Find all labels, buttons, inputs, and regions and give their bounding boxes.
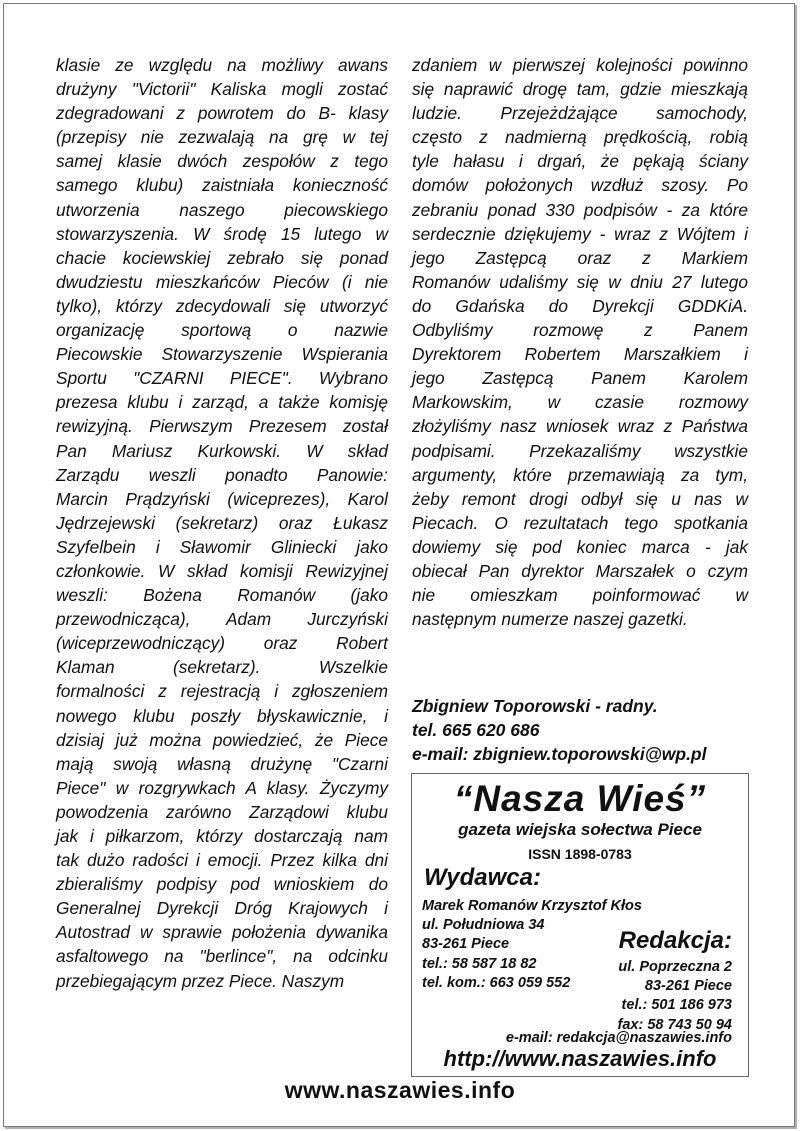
article-line: rewizyjną. Pierwszym Prezesem został: [56, 416, 388, 437]
article-line: następnym numerze naszej gazetki.: [412, 609, 688, 630]
article-line: dowiemy się pod koniec marca - jak: [412, 536, 748, 557]
editorial-line: fax: 58 743 50 94: [617, 1016, 732, 1033]
article-line: obiecał Pan dyrektor Marszałek o czym: [412, 560, 748, 581]
author-name: Zbigniew Toporowski - radny.: [412, 696, 658, 716]
article-line: się naprawić drogę tam, gdzie mieszkają: [412, 79, 748, 100]
article-line: Pan Mariusz Kurkowski. W skład: [56, 440, 388, 461]
publisher-line: Marek Romanów Krzysztof Kłos: [422, 898, 642, 914]
article-line: zdaniem w pierwszej kolejności powinno: [412, 55, 748, 75]
author-email[interactable]: e-mail: zbigniew.toporowski@wp.pl: [412, 744, 707, 764]
article-line: Marcin Prądzyński (wiceprezes), Karol: [56, 488, 388, 509]
editorial-heading: Redakcja:: [618, 927, 732, 954]
article-line: Sportu "CZARNI PIECE". Wybrano: [56, 368, 388, 389]
article-line: nowego klubu poszły błyskawicznie, i: [56, 705, 388, 726]
article-line: Generalnej Dyrekcji Dróg Krajowych i: [56, 898, 388, 919]
author-phone: tel. 665 620 686: [412, 720, 540, 740]
masthead-issn: ISSN 1898-0783: [528, 846, 632, 862]
article-line: samej klasie dwóch zespołów z tego: [56, 151, 388, 172]
article-line: Piece" w rozgrywkach A klasy. Życzymy: [56, 777, 388, 798]
article-line: często z nadmierną prędkością, robią: [412, 127, 748, 148]
article-line: przebiegającym przez Piece. Naszym: [56, 970, 345, 991]
article-line: serdecznie dziękujemy - wraz z Wójtem i: [412, 223, 748, 244]
article-line: ludzie. Przejeżdżające samochody,: [412, 103, 748, 124]
article-line: Romanów udaliśmy się w dniu 27 lutego: [412, 271, 748, 292]
article-line: (wiceprzewodniczący) oraz Robert: [56, 633, 388, 654]
article-line: drużyny "Victorii" Kaliska mogli zostać: [56, 79, 388, 100]
article-line: weszli: Bożena Romanów (jako: [56, 585, 388, 606]
editorial-line: ul. Poprzeczna 2: [618, 959, 732, 975]
article-line: Autostrad w sprawie położenia dywanika: [56, 922, 388, 943]
article-line: podpisami. Przekazaliśmy wszystkie: [412, 440, 748, 461]
article-line: Jędrzejewski (sekretarz) oraz Łukasz: [56, 512, 388, 533]
article-line: argumenty, które przemawiają za tym,: [412, 464, 748, 485]
article-line: chacie kociewskiej zebrało się ponad: [56, 247, 388, 268]
article-line: zbieraliśmy podpisy pod wnioskiem do: [56, 874, 388, 895]
editorial-details: [618, 958, 732, 1035]
article-line: Odbyliśmy rozmowę z Panem: [412, 320, 748, 341]
publisher-line: ul. Południowa 34: [422, 917, 545, 934]
article-line: klasie ze względu na możliwy awans: [56, 55, 388, 75]
masthead-url-link[interactable]: http://www.naszawies.info: [443, 1046, 717, 1071]
article-line: organizację sportową o nazwie: [56, 320, 388, 341]
article-line: Zarządu weszli ponadto Panowie:: [56, 464, 388, 485]
publisher-details: [422, 897, 642, 993]
publisher-line: 83-261 Piece: [422, 936, 510, 953]
publisher-line: tel.: 58 587 18 82: [422, 955, 537, 972]
article-line: żeby remont drogi odbył się u nas w: [412, 488, 748, 509]
article-line: dzisiaj już można powiedzieć, że Piece: [56, 729, 388, 750]
editorial-line: 83-261 Piece: [644, 978, 732, 995]
article-right-column: [412, 53, 748, 631]
article-line: do Gdańska do Dyrekcji GDDKiA.: [412, 295, 748, 316]
footer-url-link[interactable]: www.naszawies.info: [284, 1077, 516, 1103]
article-line: formalności z rejestracją i zgłoszeniem: [56, 681, 388, 702]
article-line: zdegradowani z powrotem do B- klasy: [56, 103, 388, 124]
article-line: (przepisy nie zezwalają na grę w tej: [56, 127, 388, 148]
article-line: Piecach. O rezultatach tego spotkania: [412, 512, 748, 533]
article-line: utworzenia naszego piecowskiego: [56, 199, 388, 220]
article-line: jego Zastępcą Panem Karolem: [412, 368, 748, 389]
article-line: prezesa klubu i zarząd, a także komisję: [56, 392, 388, 413]
article-line: dwudziestu mieszkańców Pieców (i nie: [56, 271, 388, 292]
article-line: zebraniu ponad 330 podpisów - za które: [412, 199, 748, 220]
masthead-title: “Nasza Wieś”: [453, 778, 707, 819]
article-line: Szyfelbein i Sławomir Gliniecki jako: [56, 536, 388, 557]
author-signature: [412, 694, 772, 766]
masthead-subtitle: gazeta wiejska sołectwa Piece: [458, 820, 702, 839]
article-left-column: [56, 53, 388, 993]
article-line: Piecowskie Stowarzyszenie Wspierania: [56, 344, 388, 365]
article-line: samego klubu) zaistniała konieczność: [56, 175, 388, 196]
article-line: jego Zastępcą oraz z Markiem: [412, 247, 748, 268]
article-line: stowarzyszenia. W środę 15 lutego w: [56, 223, 388, 244]
masthead-box: [411, 773, 749, 1077]
article-line: domów położonych wzdłuż szosy. Po: [412, 175, 748, 196]
article-line: nie omieszkam poinformować w: [412, 585, 748, 606]
publisher-heading: Wydawca:: [424, 864, 541, 891]
article-line: Dyrektorem Robertem Marszałkiem i: [412, 344, 748, 365]
publisher-line: tel. kom.: 663 059 552: [422, 974, 571, 991]
article-line: tyle hałasu i drgań, że pękają ściany: [412, 151, 748, 172]
article-line: mają swoją własną drużynę "Czarni: [56, 753, 388, 774]
article-line: asfaltowego na "berlince", na odcinku: [56, 946, 388, 967]
article-line: tylko), którzy zdecydowali się utworzyć: [56, 295, 388, 316]
article-line: jak i piłkarzom, którzy dostarczają nam: [56, 826, 388, 846]
article-line: tak dużo radości i emocji. Przez kilka dni: [56, 850, 388, 871]
article-line: Markowskim, w czasie rozmowy: [412, 392, 748, 413]
article-line: przewodnicząca), Adam Jurczyński: [56, 609, 388, 630]
article-line: Klaman (sekretarz). Wszelkie: [56, 657, 388, 678]
editorial-line: tel.: 501 186 973: [621, 997, 732, 1014]
article-line: złożyliśmy nasz wniosek wraz z Państwa: [412, 416, 748, 437]
editorial-email[interactable]: e-mail: redakcja@naszawies.info: [505, 1030, 732, 1046]
article-line: członkowie. W skład komisji Rewizyjnej: [56, 560, 388, 581]
article-line: powodzenia zarówno Zarządowi klubu: [56, 801, 388, 822]
